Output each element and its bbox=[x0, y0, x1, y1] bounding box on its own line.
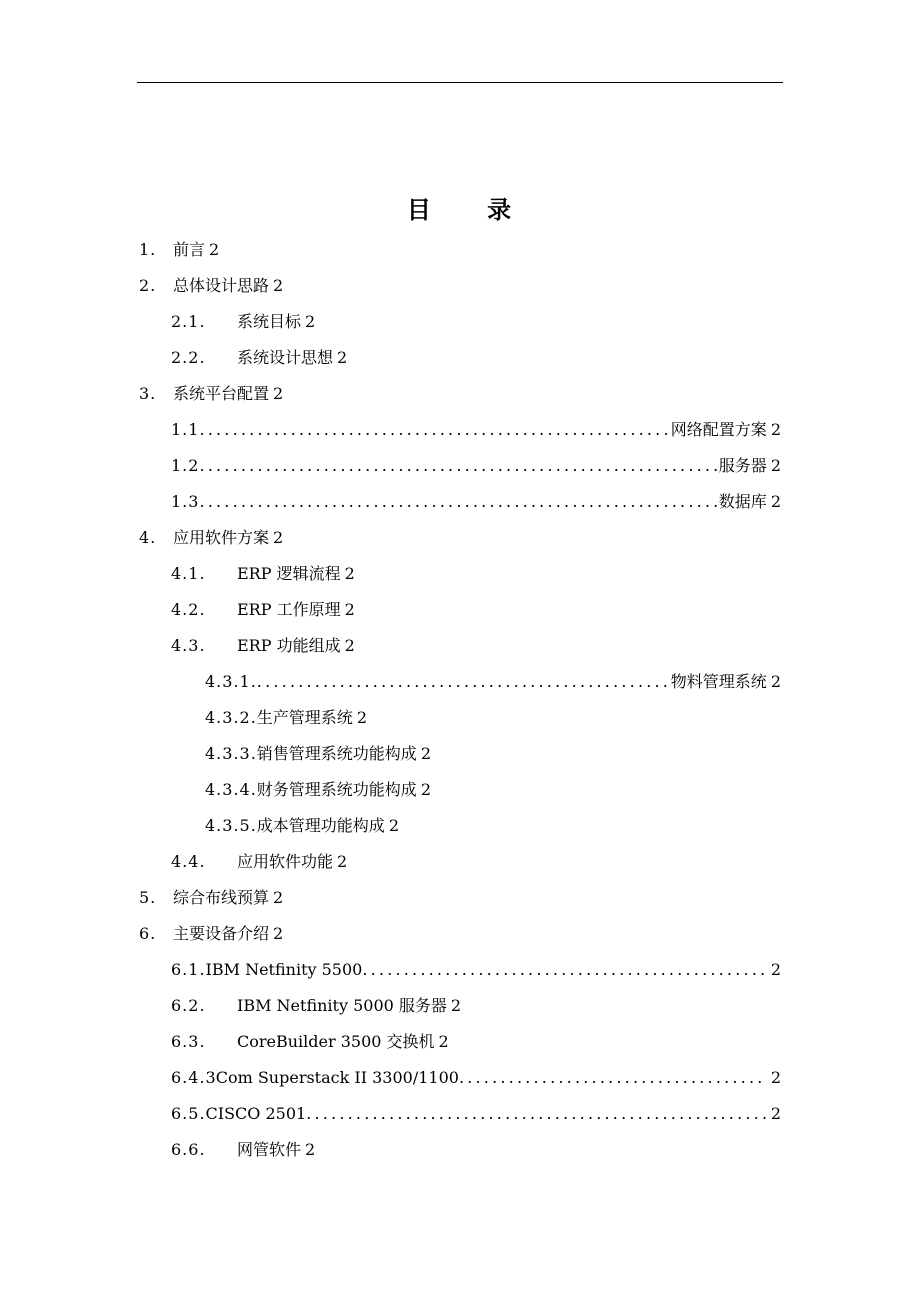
toc-entry-number: 6.3. bbox=[171, 1032, 206, 1051]
toc-entry-page: 2 bbox=[273, 276, 284, 295]
toc-entry[interactable] bbox=[205, 808, 399, 844]
toc-entry-label: 主要设备介绍 bbox=[173, 924, 270, 943]
toc-entry-page: 2 bbox=[344, 636, 355, 655]
dot-leader bbox=[199, 412, 670, 448]
toc-entry-label: 网络配置方案 bbox=[670, 420, 767, 439]
toc-entry-number: 4.3. bbox=[171, 636, 206, 655]
toc-entry[interactable] bbox=[171, 592, 355, 628]
toc-entry[interactable] bbox=[171, 448, 781, 484]
toc-entry-number: 4. bbox=[139, 528, 157, 547]
toc-entry-page: 2 bbox=[770, 960, 781, 979]
toc-entry-number: 2. bbox=[139, 276, 157, 295]
toc-entry-number: 6.1. bbox=[171, 960, 206, 979]
toc-entry-page: 2 bbox=[273, 528, 284, 547]
toc-entry-page: 2 bbox=[273, 924, 284, 943]
toc-entry[interactable] bbox=[171, 1132, 315, 1168]
toc-entry-page: 2 bbox=[356, 708, 367, 727]
toc-entry-number: 4.2. bbox=[171, 600, 206, 619]
toc-entry-page: 2 bbox=[420, 744, 431, 763]
toc-entry-page: 2 bbox=[450, 996, 462, 1015]
dot-leader bbox=[306, 1096, 767, 1132]
toc-entry[interactable] bbox=[171, 304, 315, 340]
toc-entry-page: 2 bbox=[344, 600, 355, 619]
toc-entry-number: 5. bbox=[139, 888, 157, 907]
toc-entry[interactable] bbox=[139, 268, 283, 304]
toc-entry-label: 网管软件 bbox=[237, 1140, 302, 1159]
toc-entry-number: 6.5. bbox=[171, 1104, 206, 1123]
toc-entry-label: 服务器 bbox=[718, 456, 767, 475]
dot-leader bbox=[257, 664, 671, 700]
toc-entry-label: 系统目标 bbox=[237, 312, 302, 331]
toc-entry-page: 2 bbox=[209, 240, 220, 259]
toc-entry-number: 4.3.3. bbox=[205, 744, 257, 763]
toc-entry-label: 3Com Superstack II 3300/1100 bbox=[205, 1068, 459, 1087]
toc-entry-number: 4.1. bbox=[171, 564, 206, 583]
toc-entry-page: 2 bbox=[273, 888, 284, 907]
toc-entry-page: 2 bbox=[388, 816, 399, 835]
toc-entry-label: IBM Netfinity 5500 bbox=[205, 960, 363, 979]
toc-entry-number: 6.2. bbox=[171, 996, 206, 1015]
toc-entry-label: 综合布线预算 bbox=[173, 888, 270, 907]
dot-leader bbox=[362, 952, 766, 988]
toc-entry-number: 1. bbox=[139, 240, 157, 259]
toc-entry[interactable] bbox=[171, 952, 781, 988]
toc-entry-label: 财务管理系统功能构成 bbox=[256, 780, 417, 799]
toc-entry-number: 6.6. bbox=[171, 1140, 206, 1159]
toc-entry[interactable] bbox=[171, 628, 355, 664]
toc-entry-page: 2 bbox=[273, 384, 284, 403]
toc-entry-page: 2 bbox=[438, 1032, 449, 1051]
toc-entry-page: 2 bbox=[305, 312, 316, 331]
toc-entry-number: 3. bbox=[139, 384, 157, 403]
toc-entry-number: 4.3.5. bbox=[205, 816, 257, 835]
toc-entry-page: 2 bbox=[770, 420, 781, 439]
toc-entry[interactable] bbox=[205, 736, 431, 772]
toc-entry[interactable] bbox=[171, 1024, 449, 1060]
toc-entry[interactable] bbox=[171, 1060, 781, 1096]
toc-entry-label: 生产管理系统 bbox=[256, 708, 353, 727]
toc-entry-page: 2 bbox=[337, 852, 348, 871]
toc-entry-number: 2.1. bbox=[171, 312, 206, 331]
toc-entry-label: 应用软件功能 bbox=[237, 852, 334, 871]
toc-entry[interactable] bbox=[139, 376, 283, 412]
toc-entry-number: 4.3.1. bbox=[205, 672, 257, 691]
toc-entry-label: 总体设计思路 bbox=[173, 276, 270, 295]
toc-entry-label: ERP 逻辑流程 bbox=[237, 564, 341, 583]
toc-entry-page: 2 bbox=[344, 564, 355, 583]
toc-entry[interactable] bbox=[171, 844, 347, 880]
toc-entry-label: ERP 功能组成 bbox=[237, 636, 341, 655]
toc-entry-number: 4.3.2. bbox=[205, 708, 257, 727]
toc-entry-page: 2 bbox=[337, 348, 348, 367]
toc-entry-label: ERP 工作原理 bbox=[237, 600, 341, 619]
toc-entry-number: 4.4. bbox=[171, 852, 206, 871]
toc-entry[interactable] bbox=[171, 988, 461, 1024]
toc-entry[interactable] bbox=[171, 484, 781, 520]
toc-entry-number: 2.2. bbox=[171, 348, 206, 367]
toc-entry-label: 系统平台配置 bbox=[173, 384, 270, 403]
toc-entry[interactable] bbox=[171, 556, 355, 592]
toc-entry-page: 2 bbox=[770, 1068, 781, 1087]
toc-title: 目 录 bbox=[406, 196, 514, 224]
toc-entry-number: 4.3.4. bbox=[205, 780, 257, 799]
toc-entry-label: IBM Netfinity 5000 服务器 bbox=[237, 996, 447, 1015]
toc-entry-page: 2 bbox=[305, 1140, 316, 1159]
toc-entry[interactable] bbox=[139, 520, 283, 556]
header-rule bbox=[137, 82, 783, 83]
toc-entry-page: 2 bbox=[420, 780, 431, 799]
dot-leader bbox=[459, 1060, 767, 1096]
toc-entry-label: 成本管理功能构成 bbox=[256, 816, 385, 835]
toc-entry-label: 销售管理系统功能构成 bbox=[256, 744, 417, 763]
toc-entry-label: CoreBuilder 3500 交换机 bbox=[237, 1032, 435, 1051]
toc-entry[interactable] bbox=[171, 340, 347, 376]
toc-entry-page: 2 bbox=[770, 456, 781, 475]
toc-entry-label: 前言 bbox=[173, 240, 206, 259]
toc-entry-number: 6. bbox=[139, 924, 157, 943]
toc-entry[interactable] bbox=[139, 916, 283, 952]
toc-entry-label: CISCO 2501 bbox=[205, 1104, 307, 1123]
toc-entry-page: 2 bbox=[770, 672, 781, 691]
toc-entry-page: 2 bbox=[770, 1104, 781, 1123]
toc-entry[interactable] bbox=[139, 232, 219, 268]
toc-entry-label: 应用软件方案 bbox=[173, 528, 270, 547]
toc-entry[interactable] bbox=[171, 412, 781, 448]
toc-entry-label: 物料管理系统 bbox=[670, 672, 767, 691]
toc-entry[interactable] bbox=[205, 700, 367, 736]
toc-entry-label: 数据库 bbox=[718, 492, 767, 511]
dot-leader bbox=[199, 484, 718, 520]
toc-entry-label: 系统设计思想 bbox=[237, 348, 334, 367]
toc-entry-number: 1.1 bbox=[171, 420, 200, 439]
toc-entry-number: 6.4. bbox=[171, 1068, 206, 1087]
toc-entry[interactable] bbox=[171, 1096, 781, 1132]
toc-entry-number: 1.2 bbox=[171, 456, 200, 475]
toc-entry[interactable] bbox=[139, 880, 283, 916]
toc-entry[interactable] bbox=[205, 772, 431, 808]
toc-entry-number: 1.3 bbox=[171, 492, 200, 511]
dot-leader bbox=[199, 448, 718, 484]
toc-entry[interactable] bbox=[205, 664, 781, 700]
toc-entry-page: 2 bbox=[770, 492, 781, 511]
